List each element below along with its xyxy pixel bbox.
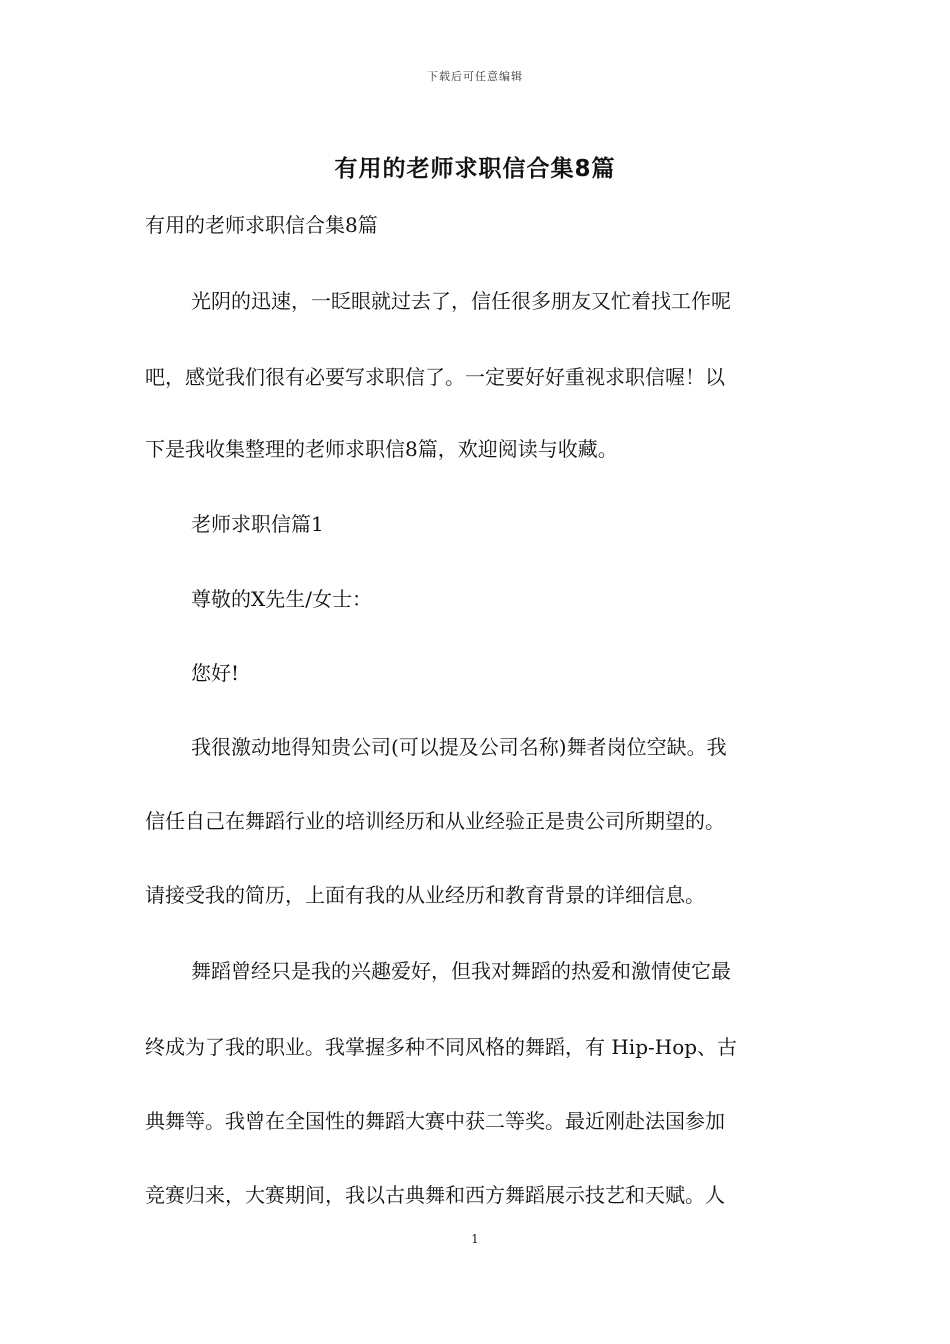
- paragraph-line: 吧，感觉我们很有必要写求职信了。一定要好好重视求职信喔！以: [145, 365, 725, 389]
- paragraph-line: 请接受我的简历，上面有我的从业经历和教育背景的详细信息。: [145, 883, 705, 907]
- document-title: 有用的老师求职信合集8篇: [334, 156, 616, 182]
- paragraph-line: 光阴的迅速，一眨眼就过去了，信任很多朋友又忙着找工作呢: [191, 289, 731, 313]
- paragraph-line: 舞蹈曾经只是我的兴趣爱好，但我对舞蹈的热爱和激情使它最: [191, 959, 731, 983]
- paragraph-line: 竞赛归来，大赛期间，我以古典舞和西方舞蹈展示技艺和天赋。人: [145, 1183, 725, 1207]
- paragraph-line: 典舞等。我曾在全国性的舞蹈大赛中获二等奖。最近刚赴法国参加: [145, 1109, 725, 1133]
- salutation-line: 尊敬的X先生/女士：: [191, 587, 372, 611]
- header-note: 下载后可任意编辑: [427, 70, 523, 83]
- paragraph-line: 下是我收集整理的老师求职信8篇，欢迎阅读与收藏。: [145, 437, 618, 461]
- paragraph-line: 终成为了我的职业。我掌握多种不同风格的舞蹈，有 Hip-Hop、古: [145, 1035, 738, 1059]
- paragraph-line: 我很激动地得知贵公司(可以提及公司名称)舞者岗位空缺。我: [191, 735, 727, 759]
- greeting-line: 您好!: [191, 661, 240, 685]
- section-heading: 老师求职信篇1: [191, 512, 324, 536]
- page-number: 1: [471, 1232, 479, 1246]
- paragraph-line: 信任自己在舞蹈行业的培训经历和从业经验正是贵公司所期望的。: [145, 809, 725, 833]
- subtitle-line: 有用的老师求职信合集8篇: [145, 213, 378, 237]
